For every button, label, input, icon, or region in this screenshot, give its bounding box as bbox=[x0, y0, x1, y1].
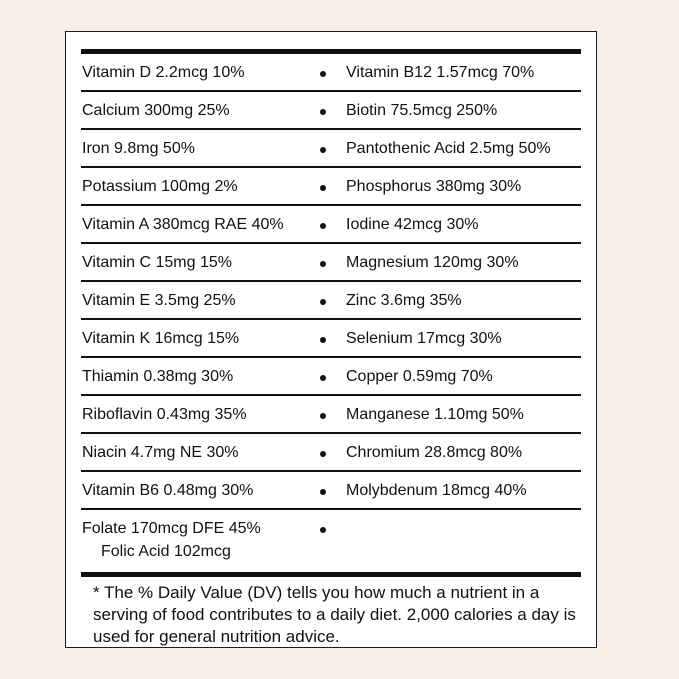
nutrient-left: Niacin 4.7mg NE 30% bbox=[82, 444, 239, 461]
nutrient-right: Pantothenic Acid 2.5mg 50% bbox=[346, 140, 551, 157]
bottom-thick-rule bbox=[81, 572, 581, 577]
nutrient-row bbox=[81, 434, 581, 472]
bullet-dot bbox=[320, 185, 326, 191]
nutrient-row bbox=[81, 282, 581, 320]
nutrient-left: Calcium 300mg 25% bbox=[82, 102, 230, 119]
nutrient-left: Iron 9.8mg 50% bbox=[82, 140, 195, 157]
bullet-dot bbox=[320, 337, 326, 343]
folic-acid-label: Folic Acid 102mcg bbox=[101, 543, 231, 560]
nutrient-row bbox=[81, 320, 581, 358]
nutrient-right: Manganese 1.10mg 50% bbox=[346, 406, 524, 423]
nutrition-label-panel bbox=[65, 31, 597, 648]
nutrient-row bbox=[81, 54, 581, 92]
nutrient-left: Vitamin A 380mcg RAE 40% bbox=[82, 216, 284, 233]
folate-label: Folate 170mcg DFE 45% bbox=[82, 520, 261, 537]
nutrient-right: Zinc 3.6mg 35% bbox=[346, 292, 462, 309]
nutrient-left: Vitamin K 16mcg 15% bbox=[82, 330, 240, 347]
nutrient-right: Copper 0.59mg 70% bbox=[346, 368, 493, 385]
bullet-dot bbox=[320, 375, 326, 381]
nutrient-right: Magnesium 120mg 30% bbox=[346, 254, 519, 271]
nutrient-left: Vitamin D 2.2mcg 10% bbox=[82, 64, 245, 81]
nutrient-left: Potassium 100mg 2% bbox=[82, 178, 238, 195]
nutrient-row bbox=[81, 206, 581, 244]
bullet-dot bbox=[320, 147, 326, 153]
nutrient-right: Vitamin B12 1.57mcg 70% bbox=[346, 64, 535, 81]
nutrient-row bbox=[81, 92, 581, 130]
nutrient-left: Vitamin B6 0.48mg 30% bbox=[82, 482, 254, 499]
nutrient-rows bbox=[81, 54, 581, 570]
bullet-dot bbox=[320, 413, 326, 419]
bullet-dot bbox=[320, 527, 326, 533]
nutrient-right: Chromium 28.8mcg 80% bbox=[346, 444, 523, 461]
bullet-dot bbox=[320, 71, 326, 77]
nutrient-left: Riboflavin 0.43mg 35% bbox=[82, 406, 247, 423]
nutrient-row bbox=[81, 168, 581, 206]
nutrient-right: Selenium 17mcg 30% bbox=[346, 330, 502, 347]
bullet-dot bbox=[320, 261, 326, 267]
nutrient-row bbox=[81, 358, 581, 396]
bullet-dot bbox=[320, 489, 326, 495]
nutrient-left: Thiamin 0.38mg 30% bbox=[82, 368, 234, 385]
bullet-dot bbox=[320, 223, 326, 229]
daily-value-footnote: * The % Daily Value (DV) tells you how much a nutrient in a serving of food contributes to a daily diet. 2,000 calories a day is used for general nutrition advice. bbox=[93, 583, 576, 646]
bullet-dot bbox=[320, 299, 326, 305]
nutrient-row bbox=[81, 130, 581, 168]
nutrient-left: Vitamin C 15mg 15% bbox=[82, 254, 232, 271]
nutrient-right: Biotin 75.5mcg 250% bbox=[346, 102, 498, 119]
nutrient-right: Molybdenum 18mcg 40% bbox=[346, 482, 527, 499]
nutrient-row bbox=[81, 244, 581, 282]
nutrient-row bbox=[81, 396, 581, 434]
nutrient-row bbox=[81, 472, 581, 510]
folate-row bbox=[81, 510, 581, 570]
bullet-dot bbox=[320, 109, 326, 115]
bullet-dot bbox=[320, 451, 326, 457]
nutrient-right: Phosphorus 380mg 30% bbox=[346, 178, 522, 195]
nutrient-right: Iodine 42mcg 30% bbox=[346, 216, 479, 233]
nutrient-left: Vitamin E 3.5mg 25% bbox=[82, 292, 236, 309]
